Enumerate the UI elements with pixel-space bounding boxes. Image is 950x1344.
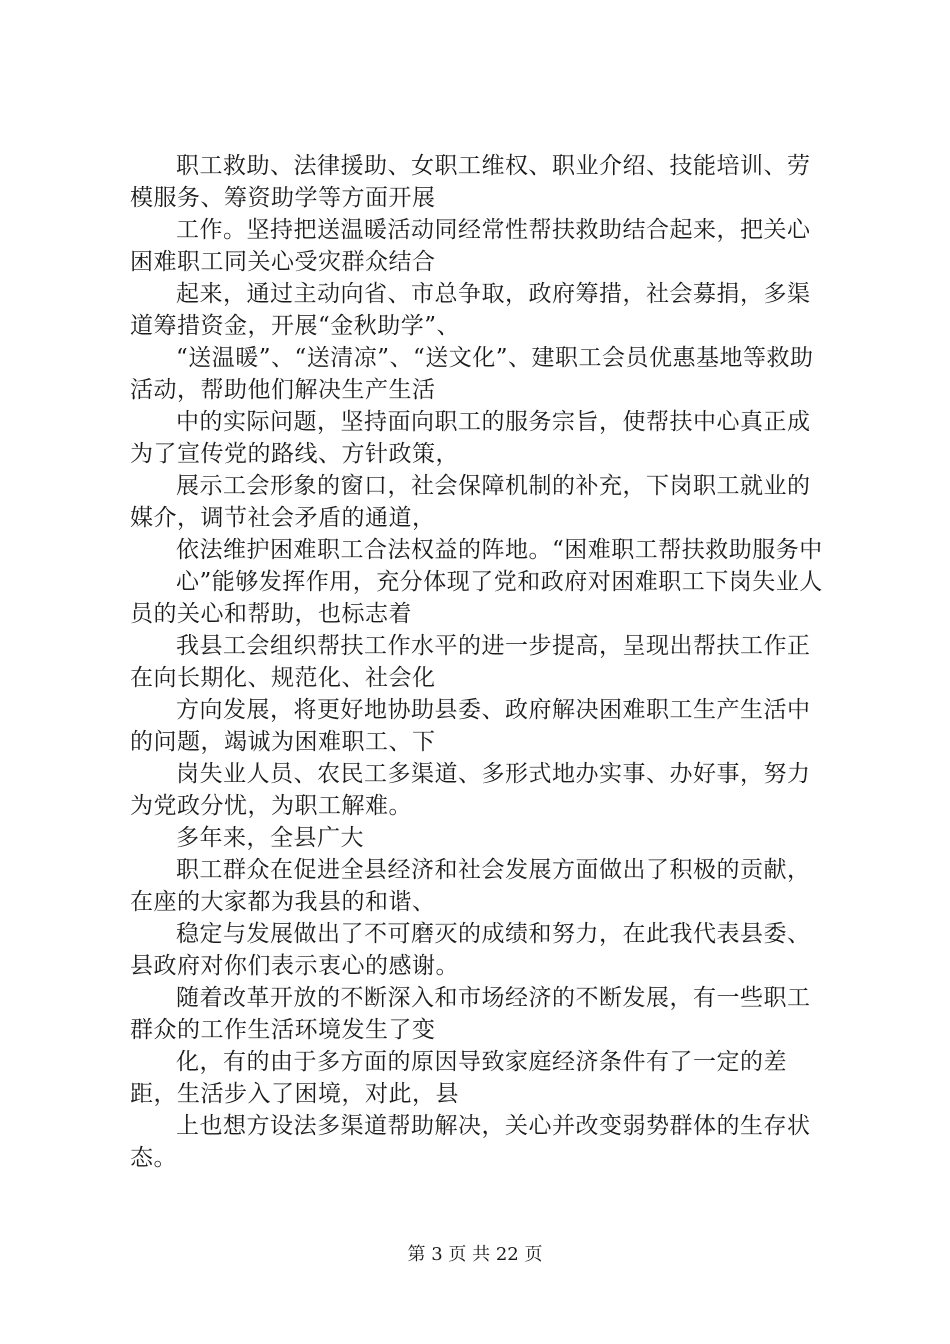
- paragraph-7: 依法维护困难职工合法权益的阵地。“困难职工帮扶救助服务中: [176, 537, 823, 563]
- document-body: [130, 150, 830, 1174]
- paragraph-16: 化，有的由于多方面的原因导致家庭经济条件有了一定的差距，生活步入了困境，对此，县: [130, 1049, 787, 1107]
- paragraph-10: 方向发展，将更好地协助县委、政府解决困难职工生产生活中的问题，竭诚为困难职工、下: [130, 697, 811, 755]
- paragraph-17: 上也想方设法多渠道帮助解决，关心并改变弱势群体的生存状态。: [130, 1113, 811, 1171]
- paragraph-15: 随着改革开放的不断深入和市场经济的不断发展，有一些职工群众的工作生活环境发生了变: [130, 985, 811, 1043]
- paragraph-2: 工作。坚持把送温暖活动同经常性帮扶救助结合起来，把关心困难职工同关心受灾群众结合: [130, 217, 811, 275]
- paragraph-8: 心”能够发挥作用，充分体现了党和政府对困难职工下岗失业人员的关心和帮助，也标志着: [130, 569, 823, 627]
- page-number-label: 第 3 页 共 22 页: [407, 1244, 543, 1265]
- paragraph-6: 展示工会形象的窗口，社会保障机制的补充，下岗职工就业的媒介，调节社会矛盾的通道，: [130, 473, 811, 531]
- paragraph-14: 稳定与发展做出了不可磨灭的成绩和努力，在此我代表县委、县政府对你们表示衷心的感谢。: [130, 921, 811, 979]
- page-footer: [0, 1243, 950, 1267]
- paragraph-9: 我县工会组织帮扶工作水平的进一步提高，呈现出帮扶工作正在向长期化、规范化、社会化: [130, 633, 811, 691]
- paragraph-12: 多年来，全县广大: [176, 825, 364, 851]
- paragraph-11: 岗失业人员、农民工多渠道、多形式地办实事、办好事，努力为党政分忧，为职工解难。: [130, 761, 811, 819]
- paragraph-1: 职工救助、法律援助、女职工维权、职业介绍、技能培训、劳模服务、筹资助学等方面开展: [130, 153, 811, 211]
- paragraph-13: 职工群众在促进全县经济和社会发展方面做出了积极的贡献，在座的大家都为我县的和谐、: [130, 857, 811, 915]
- paragraph-5: 中的实际问题，坚持面向职工的服务宗旨，使帮扶中心真正成为了宣传党的路线、方针政策，: [130, 409, 811, 467]
- paragraph-4: “送温暖”、“送清凉”、“送文化”、建职工会员优惠基地等救助活动，帮助他们解决生产生活: [130, 345, 814, 403]
- paragraph-3: 起来，通过主动向省、市总争取，政府筹措，社会募捐，多渠道筹措资金，开展“金秋助学”、: [130, 281, 811, 339]
